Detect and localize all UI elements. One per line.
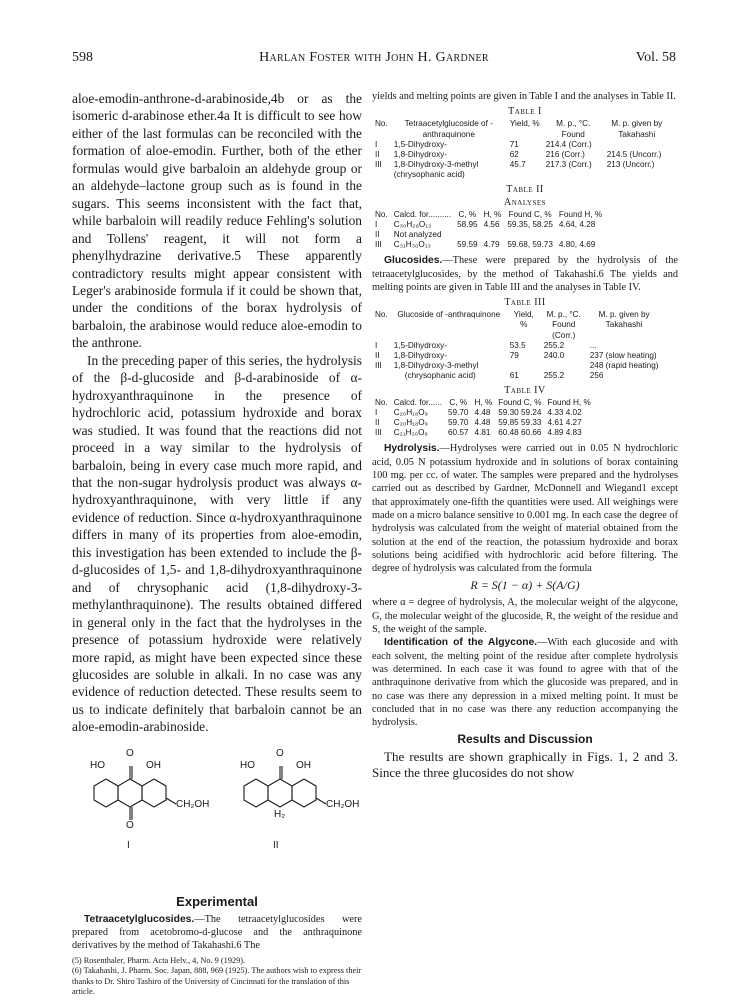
- table-cell: Tetraacetylglucoside of -anthraquinone: [404, 119, 493, 139]
- identification-text: —With each glucoside and with each solvent, the melting point of the residue after complete hydrolysis was determined. In each case it was found to agree with that of the anthraquinone derivative from which the glucoside was prepared, and in no case was there any depression in a mixed melting point. It must be concluded that in no case was there any reduction accompanying the hydrolysis.: [372, 637, 678, 729]
- table-cell: 255.2: [543, 371, 565, 381]
- table-row: [372, 428, 594, 438]
- table-cell: 61: [509, 371, 519, 381]
- paragraph-barbaloin-ethers: aloe-emodin-anthrone-d-arabinoside,4b or as the isomeric d-arabinose ether.4a It is difficult to see how either of the last formulas can be reconciled with the formation of aloe-emodin. Further, both of the ether formulas would give barbaloin an aldehyde group or an aldehyde–lactone group such as is found in the sugars. This seems inconsistent with the fact that, while barbaloin will readily reduce Fehling's solution and Tollens' reagent, it will not form a phenylhydrazine derivative.5 These apparently contradictory results might appear consistent with Leger's arabinoside formula if it could be shown that, under the conditions of the borax hydrolysis of barbaloin, the arabinose would reduce aloe-emodin to the anthrone.: [72, 91, 362, 351]
- table-cell: Found H, %: [558, 209, 603, 219]
- table-cell: II: [375, 351, 380, 361]
- table-3-header: [372, 310, 661, 341]
- page-header: [72, 50, 676, 70]
- table-cell: Found C, %: [508, 209, 552, 219]
- table-cell: C, %: [449, 397, 468, 407]
- oxygen-label-i-top: O: [126, 747, 134, 759]
- paragraph-tables-intro: yields and melting points are given in Table I and the analyses in Table II.: [372, 91, 676, 102]
- table-cell: 240.0: [543, 351, 565, 361]
- table-cell: 59.30 59.24: [498, 407, 542, 417]
- table-cell: No.: [375, 209, 388, 219]
- glucosides-text: —These were prepared by the hydrolysis of the tetraacetylglucosides, by the method of Takahashi.6 The yields and melting points are given in Table III and the analyses in Table IV.: [372, 255, 678, 293]
- table-cell: 4.79: [483, 240, 500, 250]
- table-cell: 59.68, 59.73: [507, 240, 553, 250]
- table-cell: 216 (Corr.): [545, 149, 585, 159]
- table-cell: No.: [375, 119, 388, 129]
- table-row: [372, 160, 670, 180]
- table-cell: III: [375, 160, 382, 170]
- table-cell: 256: [589, 371, 604, 381]
- table-cell: 214.4 (Corr.): [545, 139, 592, 149]
- table-cell: Found H, %: [547, 397, 591, 407]
- table-cell: Yield, %: [509, 119, 540, 129]
- table-row: [372, 408, 594, 418]
- table-cell: 60.48 60.66: [498, 428, 542, 438]
- table-cell: 4.48: [474, 418, 491, 428]
- table-cell: I: [375, 407, 378, 417]
- table-cell: II: [375, 149, 380, 159]
- table-cell: I: [375, 219, 378, 229]
- table-cell: 4.56: [483, 219, 500, 229]
- table-row: [372, 371, 661, 381]
- table-cell: I: [375, 139, 378, 149]
- oxygen-label-ii-top: O: [276, 747, 284, 759]
- anthraquinone-structures-figure: [72, 742, 362, 892]
- table-cell: 62: [509, 149, 519, 159]
- paragraph-tetraacetylglucosides: [72, 913, 362, 953]
- table-cell: III: [375, 361, 382, 371]
- table-cell: No.: [375, 310, 388, 320]
- table-row: [372, 341, 661, 351]
- table-cell: H, %: [474, 397, 493, 407]
- table-2: [372, 210, 605, 251]
- table-cell: Found C, %: [498, 397, 542, 407]
- table-cell: C₃₁H₃₀O₁₃: [393, 240, 431, 250]
- table-cell: II: [375, 229, 380, 239]
- right-column: [372, 90, 678, 781]
- table-cell: 4.64, 4.28: [558, 219, 596, 229]
- results-discussion-heading: Results and Discussion: [457, 732, 593, 747]
- table-cell: 4.80, 4.69: [558, 240, 596, 250]
- table-cell: 1,8-Dihydroxy-3-methyl (chrysophanic acid): [393, 160, 479, 180]
- paragraph-formula-definitions: where α = degree of hydrolysis, A, the molecular weight of the algycone, G, the molecular weight of the glucoside, R, the weight of the residue and S, the weight of the sample.: [372, 597, 678, 636]
- table-cell: C₂₁H₂₀O₉: [393, 428, 428, 438]
- running-title: Harlan Foster with John H. Gardner: [259, 50, 489, 65]
- table-cell: M. p. given by Takahashi: [611, 119, 663, 139]
- paragraph-hydrolysis: [372, 442, 678, 575]
- table-cell: 59.35, 58.25: [507, 219, 553, 229]
- table-row: [372, 230, 605, 240]
- paragraph-identification: [372, 636, 678, 729]
- table-cell: 237 (slow heating): [589, 351, 657, 361]
- table-cell: 59.70: [447, 418, 469, 428]
- table-cell: 214.5 (Uncorr.): [606, 149, 662, 159]
- table-row: [372, 140, 670, 150]
- oh-label-i: OH: [146, 759, 161, 771]
- table-cell: [507, 361, 541, 371]
- table-cell: 59.85 59.33: [498, 418, 542, 428]
- table-1-header: [372, 119, 670, 139]
- table-2-subcaption: Analyses: [503, 196, 547, 208]
- left-column: [72, 90, 362, 998]
- table-cell: 213 (Uncorr.): [606, 160, 655, 170]
- table-cell: M. p., °C. Found (Corr.): [546, 310, 581, 340]
- table-cell: (chrysophanic acid): [404, 371, 476, 381]
- tetraacetylglucosides-text: —The tetraacetylglucosides were prepared from acetobromo-d-glucose and the anthraquinone derivatives by the method of Takahashi.6 The: [72, 913, 362, 952]
- table-cell: 1,8-Dihydroxy-: [393, 351, 447, 361]
- table-cell: 59.59: [457, 240, 478, 250]
- runin-glucosides: Glucosides.: [384, 255, 443, 267]
- table-cell: 4.81: [474, 428, 491, 438]
- volume-label: Vol. 58: [635, 50, 676, 65]
- table-cell: 1,8-Dihydroxy-: [393, 149, 447, 159]
- table-cell: II: [375, 418, 380, 428]
- table-4-caption: Table IV: [504, 384, 546, 396]
- runin-tetraacetylglucosides: Tetraacetylglucosides.: [84, 913, 195, 925]
- table-cell: 217.3 (Corr.): [545, 160, 592, 170]
- ch2oh-label-i: CH₂OH: [176, 798, 210, 810]
- table-row: [372, 351, 661, 361]
- table-cell: No.: [375, 397, 388, 407]
- table-row: [372, 361, 661, 371]
- paragraph-glucosides: [372, 254, 678, 294]
- table-cell: 4.61 4.27: [547, 418, 582, 428]
- table-cell: 60.57: [447, 428, 469, 438]
- table-row: [372, 150, 670, 160]
- table-row: [372, 240, 605, 250]
- h2-label-ii: H₂: [274, 808, 286, 820]
- runin-hydrolysis: Hydrolysis.: [384, 443, 440, 455]
- table-cell: 4.33 4.02: [547, 407, 582, 417]
- table-cell: 4.48: [474, 407, 491, 417]
- oxygen-label-i-bottom: O: [126, 819, 134, 831]
- ch2oh-label-ii: CH₂OH: [326, 798, 360, 810]
- table-cell: 1,5-Dihydroxy-: [393, 139, 447, 149]
- table-cell: H, %: [483, 209, 502, 219]
- table-1: [372, 119, 670, 180]
- table-2-caption: Table II: [506, 183, 544, 195]
- table-cell: 1,5-Dihydroxy-: [393, 340, 447, 350]
- table-cell: Not analyzed: [393, 229, 442, 239]
- footnote-5: (5) Rosenthaler, Pharm. Acta Helv., 4, No. 9 (1929).: [72, 955, 246, 965]
- hydrolysis-text: —Hydrolyses were carried out in 0.05 N hydrochloric acid, 0.05 N potassium hydroxide and in solutions of borax containing 100 mg. per cc. of water. The samples were prepared and the hydrolyses carried out as described by Gardner, McDonnell and Wiegand1 except that approximately one-fifth the quantities were used. All weighings were made on a micro balance sensitive to 0.001 mg. In each case the degree of hydrolysis was calculated from the weight of material obtained from the solution at the end of the reaction, the potassium hydroxide and borax solutions being acidified with hydrochloric acid before filtering. The degree of hydrolysis was calculated from the formula: [372, 443, 678, 575]
- table-cell: [372, 371, 391, 381]
- table-cell: Glucoside of -anthraquinone: [397, 310, 501, 320]
- table-cell: C₂₀H₁₈O₉: [393, 418, 428, 428]
- table-2-header: [372, 210, 605, 220]
- table-cell: ...: [589, 340, 597, 350]
- ho-label-i: HO: [90, 759, 105, 771]
- table-3: [372, 310, 661, 381]
- structure-label-i: I: [127, 839, 130, 851]
- table-cell: C₂₀H₁₈O₉: [393, 407, 428, 417]
- table-4-header: [372, 398, 594, 408]
- table-1-caption: Table I: [508, 106, 542, 118]
- table-cell: Calcd. for..........: [393, 209, 452, 219]
- structure-label-ii: II: [273, 839, 279, 851]
- footnote-6: (6) Takahashi, J. Pharm. Soc. Japan, 888, 969 (1925). The authors wish to express their thanks to Dr. Shiro Tashiro of the University of Cincinnati for the translation of this article.: [72, 966, 362, 997]
- table-row: [372, 418, 594, 428]
- table-cell: M. p. given by Takahashi: [598, 310, 650, 330]
- table-4: [372, 398, 594, 439]
- experimental-heading: Experimental: [176, 893, 258, 909]
- hydrolysis-formula: R = S(1 − α) + S(A/G): [470, 578, 580, 593]
- table-cell: [541, 361, 587, 371]
- table-cell: 59.70: [447, 407, 469, 417]
- table-cell: C₃₀H₂₈O₁₃: [393, 219, 432, 229]
- table-cell: 45.7: [509, 160, 526, 170]
- paragraph-preceding-paper: In the preceding paper of this series, the hydrolysis of the β-d-glucoside and β-d-arabinoside of α-hydroxyanthraquinone in the presence of hydrochloric acid, potassium hydroxide and borax was studied. It was found that the reactions did not proceed in a way similar to the hydrolysis of barbaloin, being in every case much more rapid, and that the non-sugar hydrolysis product was always α-hydroxyanthraquinone, with very little if any evidence of reduction. Since α-hydroxyanthraquinone differs in many of its properties from aloe-emodin, this investigation has been extended to include the β-d-glucosides of 1,5- and 1,8-dihydroxyanthraquinone and of chrysophanic acid (1,8-dihydroxy-3-methylanthraquinone). The results obtained differed in general only in the fact that the hydrolyses in the presence of potassium hydroxide were relatively more rapid, as might have been expected since these glucosides are soluble in alkali. In no case was any evidence of reduction detected. These results seem to us to indicate definitely that barbaloin cannot be an aloe-emodin-arabinoside.: [72, 352, 362, 735]
- table-cell: 71: [509, 139, 519, 149]
- runin-identification: Identification of the Algycone.: [384, 637, 538, 649]
- structural-formulas: [72, 742, 362, 892]
- table-cell: 4.89 4.83: [547, 428, 582, 438]
- table-3-caption: Table III: [504, 297, 546, 309]
- table-cell: M. p., °C. Found: [556, 119, 591, 139]
- table-cell: 58.95: [457, 219, 478, 229]
- table-cell: C, %: [458, 209, 477, 219]
- table-cell: 53.5: [509, 340, 526, 350]
- ho-label-ii: HO: [240, 759, 255, 771]
- oh-label-ii: OH: [296, 759, 311, 771]
- table-cell: 255.2: [543, 340, 565, 350]
- table-cell: III: [375, 428, 382, 438]
- table-row: [372, 220, 605, 230]
- table-cell: 248 (rapid heating): [589, 361, 659, 371]
- table-cell: 1,8-Dihydroxy-3-methyl: [393, 361, 479, 371]
- table-cell: 79: [509, 351, 519, 361]
- table-cell: I: [375, 340, 378, 350]
- table-cell: III: [375, 240, 382, 250]
- paragraph-results: The results are shown graphically in Figs. 1, 2 and 3. Since the three glucosides do not show: [372, 749, 678, 781]
- page-number: 598: [72, 50, 93, 65]
- table-cell: Yield, %: [513, 310, 534, 330]
- table-cell: Calcd. for......: [393, 397, 442, 407]
- table-cell: [604, 140, 670, 150]
